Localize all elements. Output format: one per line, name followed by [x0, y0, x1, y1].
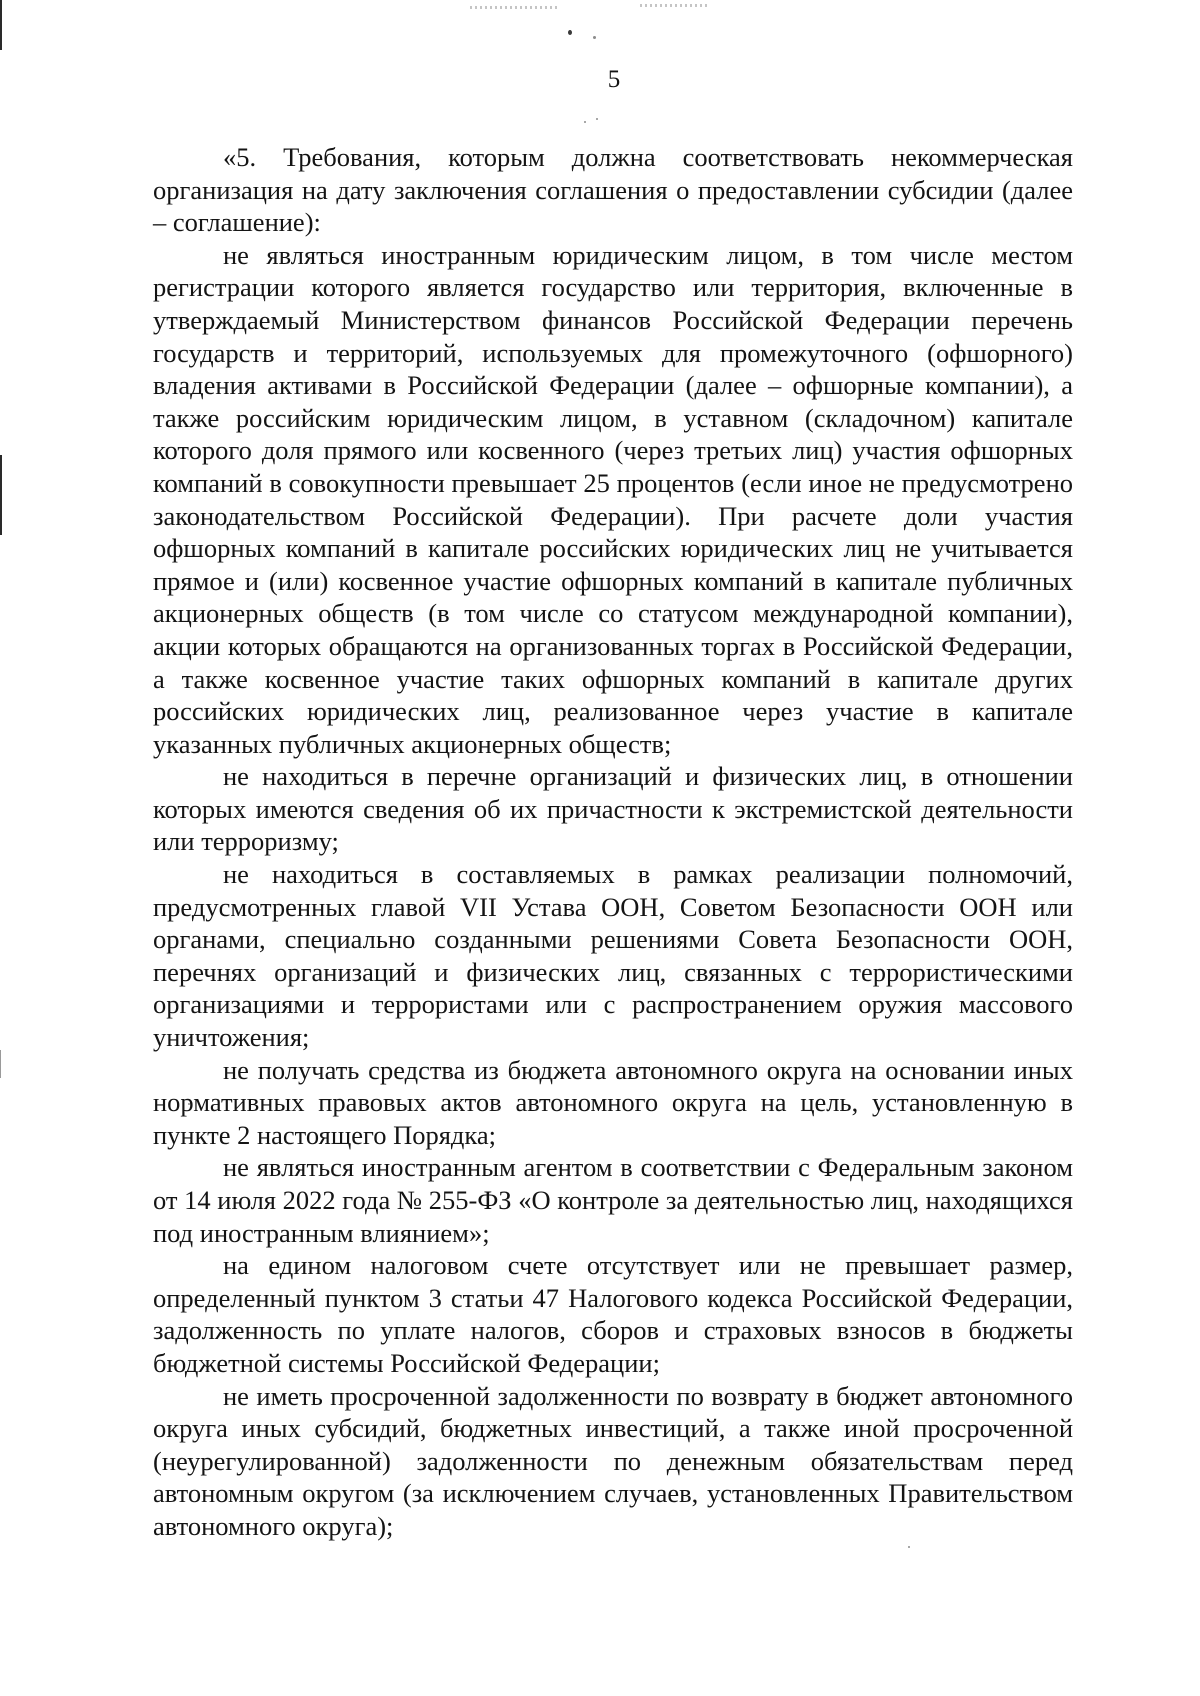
scan-speck [568, 30, 572, 35]
scan-speck [593, 36, 596, 39]
scan-edge-mark [0, 455, 2, 535]
scan-smudge [640, 4, 710, 7]
scan-edge-mark [0, 0, 2, 50]
paragraph: не получать средства из бюджета автономного округа на основании иных нормативных правовых актов автономного округа на цель, установленную в пункте 2 настоящего Порядка; [153, 1054, 1073, 1150]
scan-speck [584, 121, 586, 123]
scan-speck [596, 118, 598, 120]
document-body [153, 141, 1073, 1543]
paragraph: не иметь просроченной задолженности по возврату в бюджет автономного округа иных субсидий, бюджетных инвестиций, а также иной просроченной (неурегулированной) задолженности по денежным обязательствам перед автономным округом (за исключением случаев, установленных Правительством автономного округа); [153, 1380, 1073, 1541]
scan-speck [908, 1546, 910, 1548]
paragraph: «5. Требования, которым должна соответствовать некоммерческая организация на дату заключения соглашения о предоставлении субсидии (далее – соглашение): [153, 142, 1073, 238]
paragraph: не являться иностранным юридическим лицом, в том числе местом регистрации которого является государство или территория, включенные в утверждаемый Министерством финансов Российской Федерации перечень государств и территорий, используемых для промежуточного (офшорного) владения активами в Российской Федерации (далее – офшорные компании), а также российским юридическим лицом, в уставном (складочном) капитале которого доля прямого или косвенного (через третьих лиц) участия офшорных компаний в совокупности превышает 25 процентов (если иное не предусмотрено законодательством Российской Федерации). При расчете доли участия офшорных компаний в капитале российских юридических лиц не учитывается прямое и (или) косвенное участие офшорных компаний в капитале публичных акционерных обществ (в том числе со статусом международной компании), акции которых обращаются на организованных торгах в Российской Федерации, а также косвенное участие таких офшорных компаний в капитале других российских юридических лиц, реализованное через участие в капитале указанных публичных акционерных обществ; [153, 239, 1073, 759]
page-number: 5 [607, 66, 621, 93]
paragraph: на едином налоговом счете отсутствует или не превышает размер, определенный пунктом 3 статьи 47 Налогового кодекса Российской Федерации, задолженность по уплате налогов, сборов и страховых взносов в бюджеты бюджетной системы Российской Федерации; [153, 1250, 1073, 1378]
scan-smudge [470, 6, 560, 9]
paragraph: не являться иностранным агентом в соответствии с Федеральным законом от 14 июля 2022 года № 255-ФЗ «О контроле за деятельностью лиц, находящихся под иностранным влиянием»; [153, 1152, 1073, 1248]
paragraph: не находиться в перечне организаций и физических лиц, в отношении которых имеются сведения об их причастности к экстремистской деятельности или терроризму; [153, 761, 1073, 857]
scan-edge-mark [0, 1050, 1, 1078]
paragraph: не находиться в составляемых в рамках реализации полномочий, предусмотренных главой VII Устава ООН, Советом Безопасности ООН или органами, специально созданными решениями Совета Безопасности ООН, перечнях организаций и физических лиц, связанных с террористическими организациями и террористами или с распространением оружия массового уничтожения; [153, 859, 1073, 1053]
